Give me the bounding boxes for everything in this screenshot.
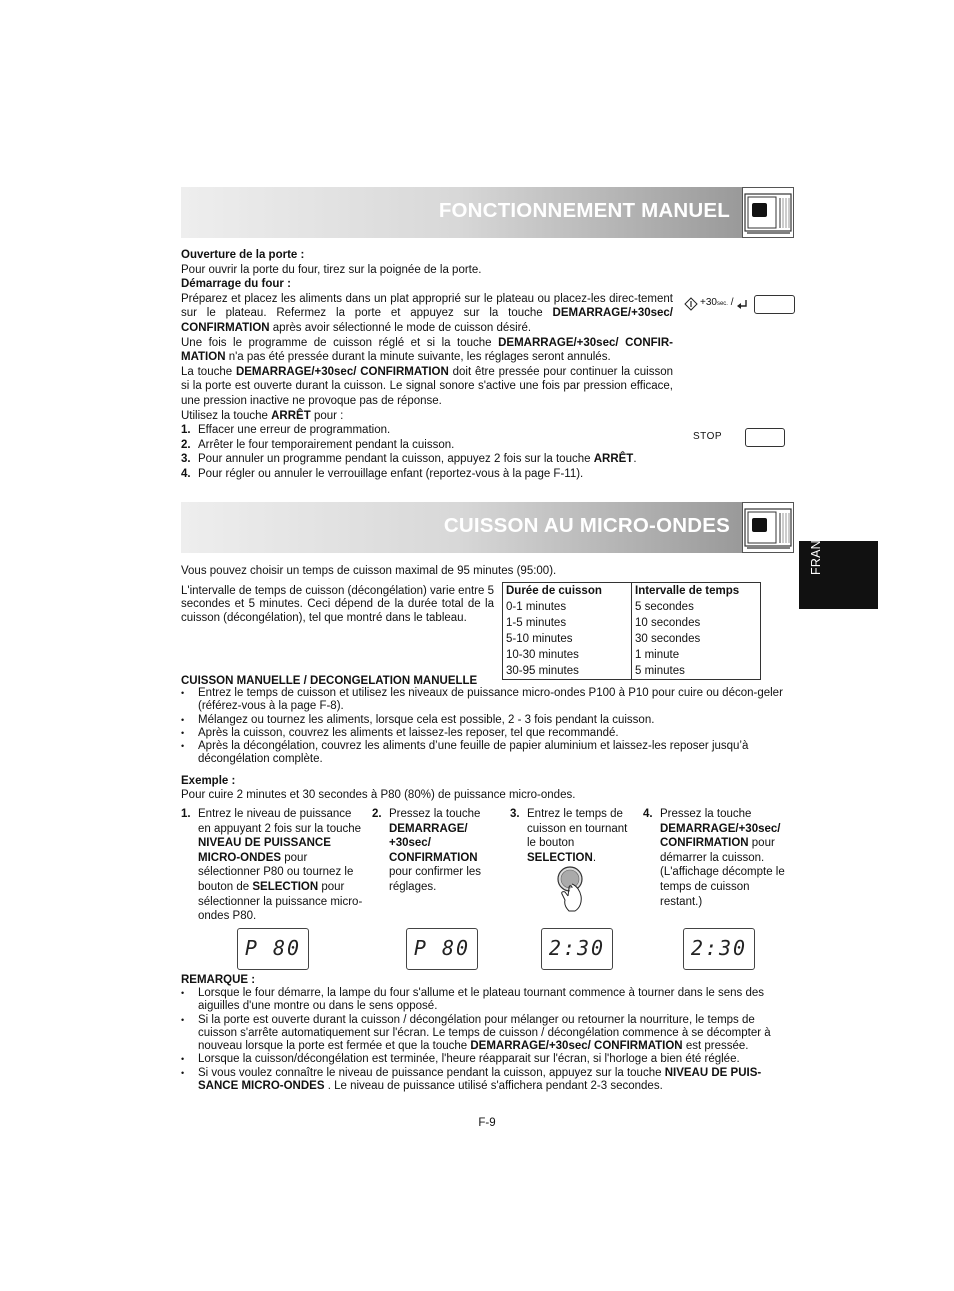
step-number: 4.	[643, 808, 653, 820]
step-number: 2.	[372, 808, 382, 820]
list-item: • Entrez le temps de cuisson et utilisez les niveaux de puissance micro-ondes P100 à P10 pour cuire ou décon-geler (référez-vous à la page F-8).	[181, 687, 794, 714]
start-key-button[interactable]	[754, 295, 795, 314]
display-panel	[406, 928, 478, 970]
table-header: Intervalle de temps	[632, 583, 761, 600]
stop-list	[181, 423, 673, 481]
max-time-text: Vous pouvez choisir un temps de cuisson maximal de 95 minutes (95:00).	[181, 565, 557, 577]
slash-separator: /	[727, 297, 734, 308]
list-item: • Lorsque la cuisson/décongélation est terminée, l'heure réapparait sur l'écran, si l'horloge a bien été réglée.	[181, 1053, 794, 1066]
list-item: • Lorsque le four démarre, la lampe du four s'allume et le plateau tournant commence à tourner dans le sens des aiguilles d'une montre ou dans le sens opposé.	[181, 987, 794, 1014]
language-tab-label: FRANÇAIS	[809, 510, 823, 575]
start-paragraph-2: Une fois le programme de cuisson réglé et si la touche DEMARRAGE/+30sec/ CONFIR-MATION n'a pas été pressée durant la minute suivante, les réglages seront annulés.	[181, 336, 673, 364]
display-readout: 2:30	[548, 936, 606, 960]
section-title-micro: CUISSON AU MICRO-ONDES	[443, 514, 730, 537]
list-item: 3. Pour annuler un programme pendant la cuisson, appuyez 2 fois sur la touche ARRÊT.	[181, 453, 637, 466]
list-item: • Après la décongélation, couvrez les aliments d’une feuille de papier aluminium et laissez-les reposer jusqu’à décongélation complète.	[181, 740, 794, 767]
selection-knob-icon	[553, 864, 593, 914]
start-key-label: +30	[700, 297, 717, 308]
list-item: • Si vous voulez connaître le niveau de puissance pendant la cuisson, appuyez sur la touche NIVEAU DE PUIS-SANCE MICRO-ONDES . Le niveau de puissance utilisé s'affichera pendant 2-3 secondes.	[181, 1067, 794, 1094]
manual-cooking-list	[181, 687, 794, 767]
remark-heading: REMARQUE :	[181, 974, 256, 986]
stop-key-button[interactable]	[745, 428, 785, 447]
start-paragraph-1: Préparez et placez les aliments dans un plat approprié sur le plateau ou placez-les direc-tement sur le plateau. Refermez la porte et appuyez sur la touche DEMARRAGE/+30sec/ CONFIRMATION après avoir sélectionné le mode de cuisson désiré.	[181, 292, 673, 334]
list-item: • Si la porte est ouverte durant la cuisson / décongélation pour mélanger ou retourner la nourriture, le temps de cuisson s'arrête automatiquement sur l'écran. Le temps de cuisson / décongélation commence à se décompter à nouveau lorsque la porte est fermée et que la touche DEMARRAGE/+30sec/ CONFIRMATION est pressée.	[181, 1014, 794, 1054]
start-paragraph-3: La touche DEMARRAGE/+30sec/ CONFIRMATION doit être pressée pour continuer la cuisson si la porte est ouverte durant la cuisson. Le signal sonore s'active une fois par pression efficace, une pression inactive ne provoque pas de réponse.	[181, 365, 673, 407]
manuel-body	[181, 248, 673, 482]
example-text: Pour cuire 2 minutes et 30 secondes à P80 (80%) de puissance micro-ondes.	[181, 789, 576, 801]
table-cell: 10-30 minutes	[506, 649, 579, 661]
list-item: 1. Effacer une erreur de programmation.	[181, 424, 391, 437]
display-readout: 2:30	[690, 936, 748, 960]
microwave-icon	[742, 502, 794, 553]
display-panel	[541, 928, 613, 970]
start-key-sub: sec.	[716, 301, 728, 307]
table-row	[503, 663, 761, 680]
page-number: F-9	[478, 1117, 496, 1129]
table-cell: 0-1 minutes	[506, 601, 567, 613]
table-cell: 5 secondes	[632, 599, 761, 615]
table-cell: 10 secondes	[632, 615, 761, 631]
table-cell: 1 minute	[632, 647, 761, 663]
table-cell: 5-10 minutes	[506, 633, 573, 645]
section-title-manuel: FONCTIONNEMENT MANUEL	[438, 199, 730, 222]
microwave-icon	[742, 187, 794, 238]
step-text: Pressez la touche DEMARRAGE/ +30sec/ CONFIRMATION pour confirmer les réglages.	[389, 808, 482, 893]
table-header: Durée de cuisson	[506, 585, 602, 597]
step-number: 3.	[510, 808, 520, 820]
stop-key-label: STOP	[693, 431, 723, 442]
list-item: 4. Pour régler ou annuler le verrouillage enfant (reportez-vous à la page F-11).	[181, 467, 584, 480]
section-banner-manuel	[181, 187, 794, 238]
step-number: 1.	[181, 808, 191, 820]
table-row	[503, 599, 761, 615]
step-text: Entrez le temps de cuisson en tournant le bouton SELECTION.	[527, 808, 628, 864]
start-heading: Démarrage du four :	[181, 278, 291, 291]
table-header-row	[503, 583, 761, 600]
display-readout: P 80	[413, 936, 471, 960]
table-cell: 30 secondes	[632, 631, 761, 647]
stop-intro: Utilisez la touche ARRÊT pour :	[181, 409, 344, 422]
example-heading: Exemple :	[181, 775, 236, 787]
door-heading: Ouverture de la porte :	[181, 249, 305, 261]
display-panel	[683, 928, 755, 970]
list-item: • Après la cuisson, couvrez les aliments et laissez-les reposer, tel que recommandé.	[181, 727, 794, 740]
table-row	[503, 631, 761, 647]
table-cell: 5 minutes	[632, 663, 761, 680]
list-item: 2. Arrêter le four temporairement pendant la cuisson.	[181, 438, 455, 451]
manual-cooking-heading: CUISSON MANUELLE / DECONGELATION MANUELLE	[181, 675, 478, 687]
section-banner-micro	[181, 502, 794, 553]
step-text: Entrez le niveau de puissance en appuyant 2 fois sur la touche NIVEAU DE PUISSANCE MICRO-ONDES pour sélectionner P80 ou tournez le bouton de SELECTION pour sélectionner la puissance micro-ondes P80.	[198, 808, 363, 923]
language-tab	[799, 510, 878, 609]
table-cell: 30-95 minutes	[506, 665, 579, 677]
interval-table	[502, 582, 761, 680]
door-text: Pour ouvrir la porte du four, tirez sur la poignée de la porte.	[181, 263, 482, 276]
display-readout: P 80	[244, 936, 302, 960]
remark-list	[181, 987, 794, 1093]
list-item: • Mélangez ou tournez les aliments, lorsque cela est possible, 2 - 3 fois pendant la cuisson.	[181, 714, 794, 727]
step-text: Pressez la touche DEMARRAGE/+30sec/ CONFIRMATION pour démarrer la cuisson. (L'affichage décompte le temps de cuisson restant.)	[660, 808, 785, 908]
enter-arrow-icon	[736, 299, 748, 309]
interval-text: L'intervalle de temps de cuisson (décongélation) varie entre 5 secondes et 5 minutes. Ceci dépend de la durée total de la cuisson (décongélation), tel que montré dans le tableau.	[181, 585, 494, 624]
table-row	[503, 647, 761, 663]
table-row	[503, 615, 761, 631]
display-panel	[237, 928, 309, 970]
table-cell: 1-5 minutes	[506, 617, 567, 629]
start-symbol-icon	[684, 297, 698, 311]
